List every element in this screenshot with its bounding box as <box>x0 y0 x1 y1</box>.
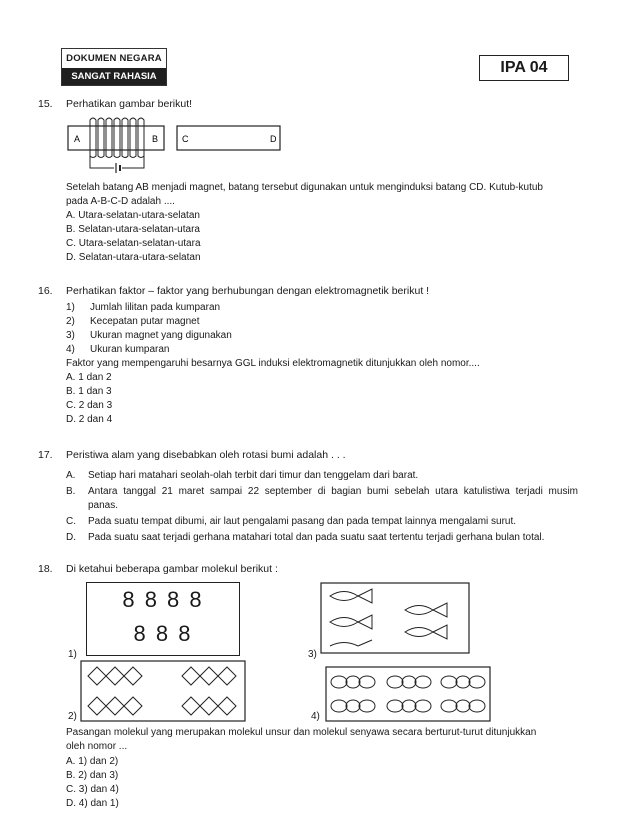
q18-option-c[interactable]: C. 3) dan 4) <box>66 784 119 795</box>
fig1-row2: 8 8 8 <box>133 621 193 646</box>
q18-number: 18. <box>38 563 53 575</box>
q16-option-c[interactable]: C. 2 dan 3 <box>66 400 113 411</box>
label-a: A <box>74 134 81 144</box>
q17-option-letter[interactable]: C. <box>66 516 76 527</box>
q17-option-letter[interactable]: B. <box>66 486 76 497</box>
molecule-figure-4 <box>325 666 491 722</box>
q17-option-letter[interactable]: A. <box>66 470 76 481</box>
q17-number: 17. <box>38 449 53 461</box>
q17-option-b[interactable]: Antara tanggal 21 maret sampai 22 september di bagian bumi sebelah utara katulistiwa terjadi musim <box>88 486 578 497</box>
header-stamp <box>61 48 167 86</box>
q16-prompt: Perhatikan faktor – faktor yang berhubungan dengan elektromagnetik berikut ! <box>66 285 430 297</box>
q15-prompt: Perhatikan gambar berikut! <box>66 98 193 110</box>
q17-option-d[interactable]: Pada suatu saat terjadi gerhana matahari total dan pada suatu saat tertentu terjadi gerhana bulan total. <box>88 532 545 543</box>
q17-option-c[interactable]: Pada suatu tempat dibumi, air laut pengalami pasang dan pada tempat lainnya mengalami surut. <box>88 516 517 527</box>
fig-label-1: 1) <box>68 649 77 660</box>
q16-factor-text: Kecepatan putar magnet <box>90 316 200 327</box>
q18-option-d[interactable]: D. 4) dan 1) <box>66 798 119 809</box>
q16-factor-num: 3) <box>66 330 75 341</box>
q16-factor-text: Ukuran kumparan <box>90 344 170 355</box>
q18-question-line2: oleh nomor ... <box>66 741 128 752</box>
q18-question-line1: Pasangan molekul yang merupakan molekul unsur dan molekul senyawa secara berturut-turut ditunjukkan <box>66 727 537 738</box>
rod-ab <box>68 126 164 150</box>
q18-option-a[interactable]: A. 1) dan 2) <box>66 756 119 767</box>
q16-factor-text: Jumlah lilitan pada kumparan <box>90 302 221 313</box>
q15-option-d[interactable]: D. Selatan-utara-utara-selatan <box>66 252 201 263</box>
fig-label-2: 2) <box>68 711 77 722</box>
secret-label: SANGAT RAHASIA <box>62 68 166 85</box>
fig-label-3: 3) <box>308 649 317 660</box>
q17-option-a[interactable]: Setiap hari matahari seolah-olah terbit dari timur dan tenggelam dari barat. <box>88 470 419 481</box>
fig1-row1: 8 8 8 8 <box>122 587 204 612</box>
q16-question: Faktor yang mempengaruhi besarnya GGL induksi elektromagnetik ditunjukkan oleh nomor.... <box>66 358 480 369</box>
q16-option-a[interactable]: A. 1 dan 2 <box>66 372 112 383</box>
molecule-figure-3 <box>320 582 470 654</box>
q17-option-b-cont[interactable]: panas. <box>88 500 119 511</box>
q16-option-b[interactable]: B. 1 dan 3 <box>66 386 112 397</box>
molecule-figure-1 <box>86 582 240 656</box>
q18-prompt: Di ketahui beberapa gambar molekul berikut : <box>66 563 278 575</box>
q15-text-line1: Setelah batang AB menjadi magnet, batang tersebut digunakan untuk menginduksi batang CD. Kutub-kutub <box>66 182 543 193</box>
label-d: D <box>270 134 277 144</box>
q15-option-a[interactable]: A. Utara-selatan-utara-selatan <box>66 210 200 221</box>
q16-number: 16. <box>38 285 53 297</box>
q16-factor-text: Ukuran magnet yang digunakan <box>90 330 232 341</box>
q17-prompt: Peristiwa alam yang disebabkan oleh rotasi bumi adalah . . . <box>66 449 346 461</box>
subject-code: IPA 04 <box>479 55 569 81</box>
rod-cd <box>177 126 280 150</box>
q16-option-d[interactable]: D. 2 dan 4 <box>66 414 113 425</box>
q16-factor-num: 1) <box>66 302 75 313</box>
label-c: C <box>182 134 189 144</box>
q15-number: 15. <box>38 98 53 110</box>
q15-option-b[interactable]: B. Selatan-utara-selatan-utara <box>66 224 200 235</box>
label-b: B <box>152 134 159 144</box>
q18-option-b[interactable]: B. 2) dan 3) <box>66 770 119 781</box>
doc-label: DOKUMEN NEGARA <box>66 53 162 64</box>
q15-magnet-figure <box>60 112 290 176</box>
molecule-figure-2 <box>80 660 246 722</box>
q15-option-c[interactable]: C. Utara-selatan-selatan-utara <box>66 238 201 249</box>
q17-option-letter[interactable]: D. <box>66 532 76 543</box>
q15-text-line2: pada A-B-C-D adalah .... <box>66 196 175 207</box>
q16-factor-num: 4) <box>66 344 75 355</box>
q16-factor-num: 2) <box>66 316 75 327</box>
fig-label-4: 4) <box>311 711 320 722</box>
